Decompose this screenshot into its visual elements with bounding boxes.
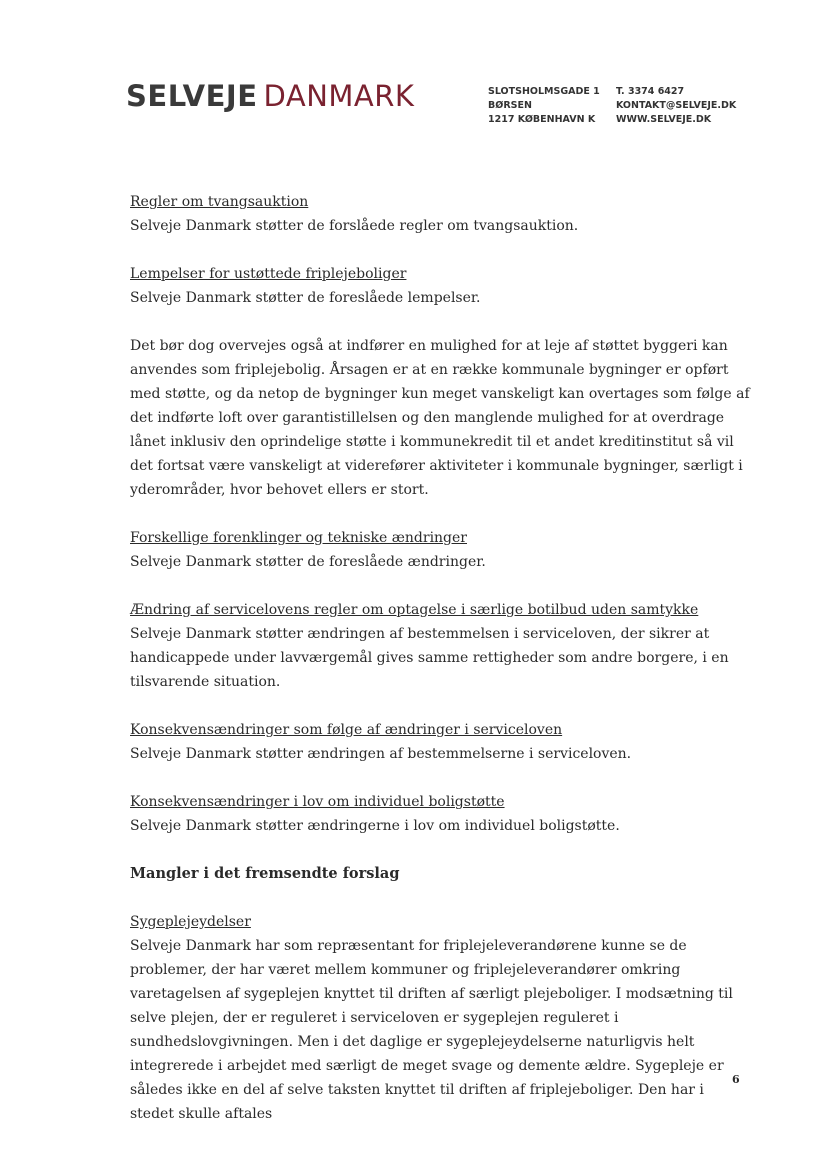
phone: T. 3374 6427 (616, 86, 685, 97)
section-heading: Ændring af servicelovens regler om optagelse i særlige botilbud uden samtykke (130, 602, 699, 618)
paragraph: Selveje Danmark støtter ændringen af bestemmelsen i serviceloven, der sikrer at handicappede under lavværgemål gives samme rettigheder som andre borgere, i en tilsvarende situation. (130, 626, 729, 690)
contact-block (616, 85, 736, 127)
section-heading: Sygeplejeydelser (130, 914, 251, 930)
section-heading: Forskellige forenklinger og tekniske ændringer (130, 530, 467, 546)
section-heading: Konsekvensændringer som følge af ændringer i serviceloven (130, 722, 563, 738)
section-heading: Regler om tvangsauktion (130, 194, 309, 210)
document-body (130, 190, 750, 1150)
section-heading: Lempelser for ustøttede friplejeboliger (130, 266, 407, 282)
page-number: 6 (732, 1073, 740, 1086)
paragraph: Selveje Danmark har som repræsentant for friplejeleverandørene kunne se de problemer, der har været mellem kommuner og friplejeleverandører omkring varetagelsen af sygeplejen knyttet til driften af særligt plejeboliger. I modsætning til selve plejen, der er reguleret i serviceloven er sygeplejen reguleret i sundhedslovgivningen. Men i det daglige er sygeplejeydelserne naturligvis helt integrerede i arbejdet med særligt de meget svage og demente ældre. Sygepleje er således ikke en del af selve taksten knyttet til driften af friplejeboliger. Den har i stedet skulle aftales (130, 938, 733, 1122)
paragraph: Selveje Danmark støtter de foreslåede lempelser. (130, 290, 481, 306)
section-heading: Konsekvensændringer i lov om individuel boligstøtte (130, 794, 505, 810)
logo-part1: SELVEJE (126, 79, 258, 113)
address-line: BØRSEN (488, 100, 532, 111)
email-link[interactable]: KONTAKT@SELVEJE.DK (616, 100, 737, 111)
logo (126, 79, 414, 113)
address-line: 1217 KØBENHAVN K (488, 114, 596, 125)
paragraph: Selveje Danmark støtter ændringerne i lov om individuel boligstøtte. (130, 818, 620, 834)
paragraph: Det bør dog overvejes også at indfører en mulighed for at leje af støttet byggeri kan anvendes som friplejebolig. Årsagen er at en række kommunale bygninger er opført med støtte, og da netop de bygninger kun meget vanskeligt kan overtages som følge af det indførte loft over garantistillelsen og den manglende mulighed for at overdrage lånet inklusiv den oprindelige støtte i kommunekredit til et andet kreditinstitut så vil det fortsat være vanskeligt at viderefører aktiviteter i kommunale bygninger, særligt i yderområder, hvor behovet ellers er stort. (130, 338, 750, 498)
section (130, 526, 750, 574)
section (130, 790, 750, 838)
bold-heading: Mangler i det fremsendte forslag (130, 865, 400, 882)
section (130, 598, 750, 694)
section (130, 262, 750, 310)
section (130, 718, 750, 766)
address-block (488, 85, 600, 127)
paragraph: Selveje Danmark støtter de foreslåede ændringer. (130, 554, 486, 570)
section (130, 190, 750, 238)
logo-part2: DANMARK (263, 79, 415, 113)
address-line: SLOTSHOLMSGADE 1 (488, 86, 600, 97)
paragraph: Selveje Danmark støtter de forslåede regler om tvangsauktion. (130, 218, 579, 234)
section (130, 910, 750, 1126)
section (130, 334, 750, 502)
website-link[interactable]: WWW.SELVEJE.DK (616, 114, 712, 125)
paragraph: Selveje Danmark støtter ændringen af bestemmelserne i serviceloven. (130, 746, 632, 762)
